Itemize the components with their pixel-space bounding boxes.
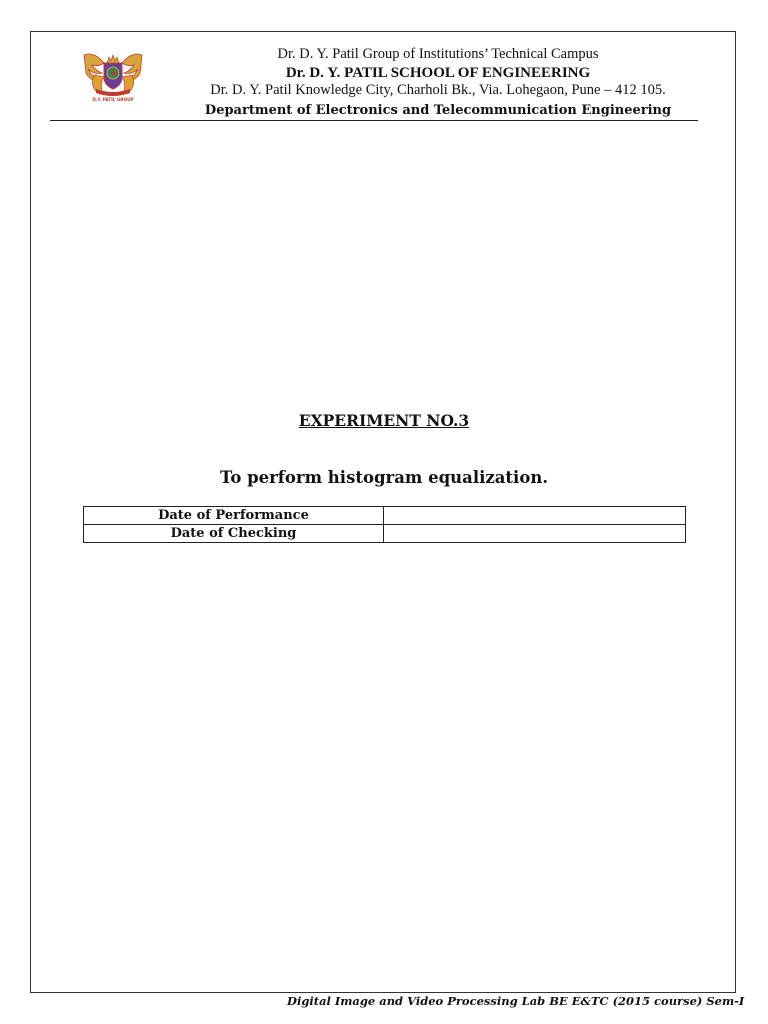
- school-address: Dr. D. Y. Patil Knowledge City, Charholi Bk., Via. Lohegaon, Pune – 412 105.: [210, 82, 666, 98]
- header-divider: [50, 120, 698, 121]
- date-of-performance-value: [384, 507, 686, 525]
- dates-table: [83, 506, 686, 543]
- date-of-checking-value: [384, 525, 686, 543]
- date-of-checking-label: Date of Checking: [84, 525, 384, 543]
- institution-logo: [80, 45, 146, 103]
- experiment-number: EXPERIMENT NO.3: [298, 411, 470, 430]
- page-footer: Digital Image and Video Processing Lab BE E&TC (2015 course) Sem-I: [287, 994, 745, 1008]
- school-name: Dr. D. Y. PATIL SCHOOL OF ENGINEERING: [285, 65, 591, 81]
- group-name: Dr. D. Y. Patil Group of Institutions’ Technical Campus: [277, 46, 599, 62]
- institution-crest-icon: [80, 45, 146, 103]
- logo-caption: D.Y. PATIL GROUP: [92, 97, 134, 102]
- date-of-performance-label: Date of Performance: [84, 507, 384, 525]
- experiment-title: To perform histogram equalization.: [219, 468, 549, 487]
- table-row: [84, 525, 686, 543]
- table-row: [84, 507, 686, 525]
- department-name: Department of Electronics and Telecommunication Engineering: [204, 103, 672, 118]
